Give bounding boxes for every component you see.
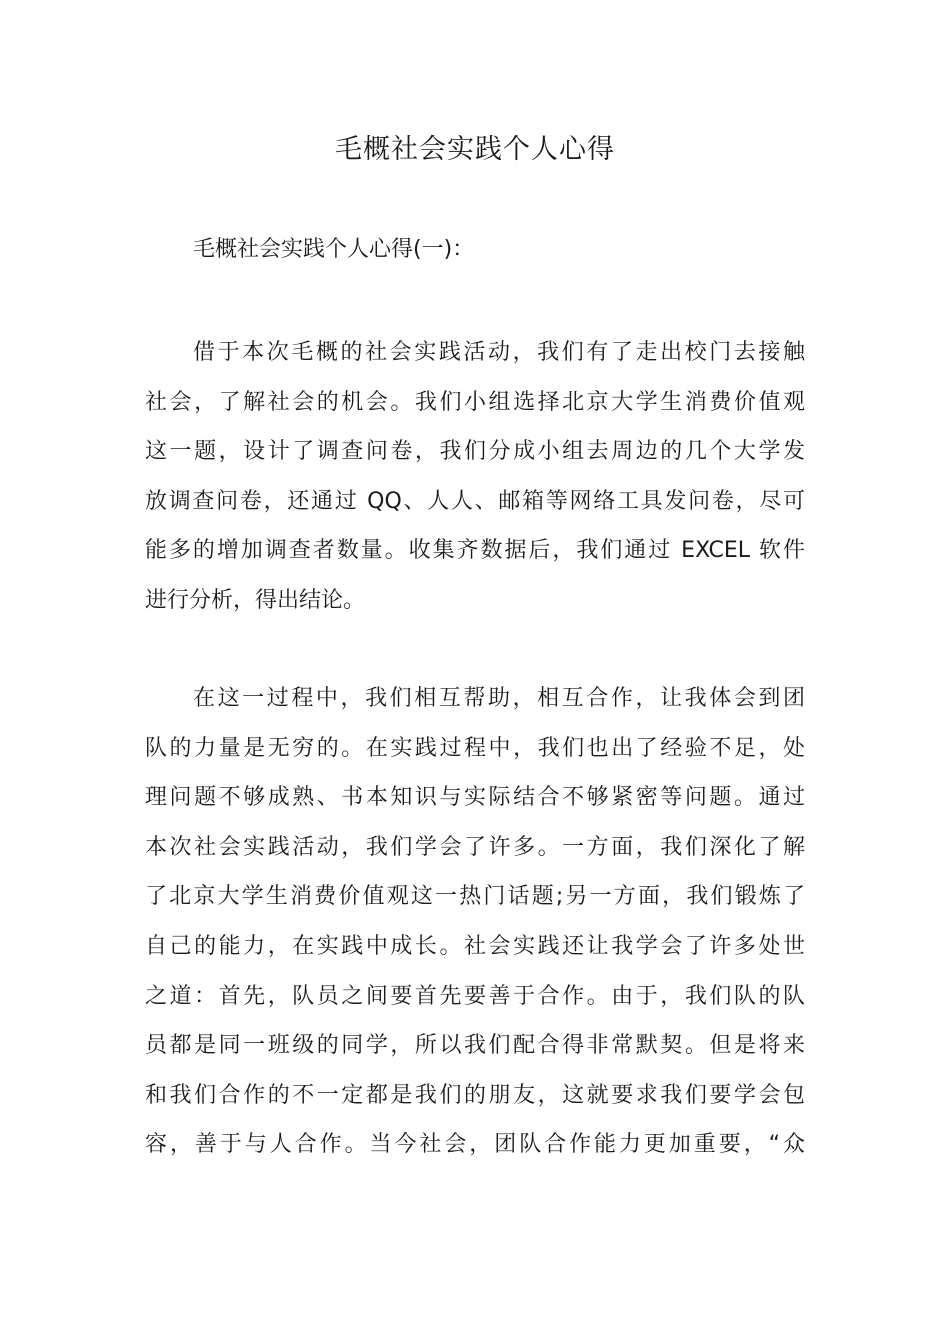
paragraph-line: 容，善于与人合作。当今社会，团队合作能力更加重要，“众 [145, 1132, 805, 1158]
paragraph-line: 这一题，设计了调查问卷，我们分成小组去周边的几个大学发 [145, 439, 805, 465]
paragraph-line: 之道：首先，队员之间要首先要善于合作。由于，我们队的队 [145, 983, 805, 1009]
paragraph-line: 本次社会实践活动，我们学会了许多。一方面，我们深化了解 [145, 834, 805, 860]
paragraph-line: 了北京大学生消费价值观这一热门话题;另一方面，我们锻炼了 [145, 884, 805, 910]
paragraph-line: 队的力量是无穷的。在实践过程中，我们也出了经验不足，处 [145, 735, 805, 761]
section-subtitle: 毛概社会实践个人心得(一)： [193, 237, 475, 262]
paragraph-line: 理问题不够成熟、书本知识与实际结合不够紧密等问题。通过 [145, 785, 805, 811]
paragraph-line: 员都是同一班级的同学，所以我们配合得非常默契。但是将来 [145, 1033, 805, 1059]
paragraph-line: 自己的能力，在实践中成长。社会实践还让我学会了许多处世 [145, 933, 805, 959]
paragraph-line: 社会，了解社会的机会。我们小组选择北京大学生消费价值观 [145, 389, 805, 415]
paragraph-line: 放调查问卷，还通过 QQ、人人、邮箱等网络工具发问卷，尽可 [145, 488, 805, 514]
paragraph-line: 能多的增加调查者数量。收集齐数据后，我们通过 EXCEL 软件 [145, 538, 805, 564]
paragraph-line: 在这一过程中，我们相互帮助，相互合作，让我体会到团 [193, 686, 805, 711]
paragraph-line: 进行分析，得出结论。 [145, 587, 366, 613]
document-title: 毛概社会实践个人心得 [335, 134, 615, 165]
paragraph-1 [145, 328, 805, 626]
paragraph-2 [145, 674, 805, 1170]
paragraph-line: 和我们合作的不一定都是我们的朋友，这就要求我们要学会包 [145, 1082, 805, 1108]
paragraph-line: 借于本次毛概的社会实践活动，我们有了走出校门去接触 [193, 340, 805, 365]
